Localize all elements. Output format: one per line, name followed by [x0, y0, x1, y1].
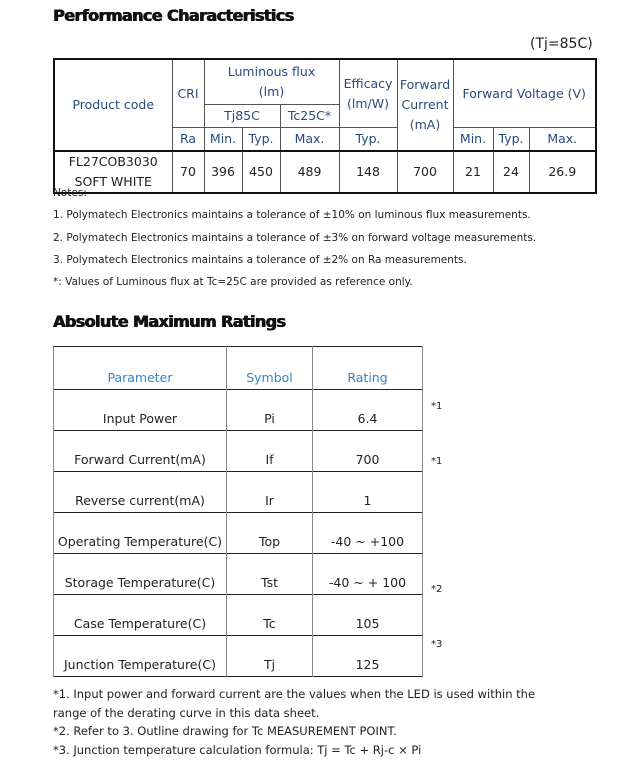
footnote-mark: *1 [431, 401, 443, 412]
cell-rating: 700 [313, 431, 423, 472]
header-cri: CRI [172, 59, 204, 128]
cell-parameter: Reverse current(mA) [54, 472, 227, 513]
note-item: 2. Polymatech Electronics maintains a tolerance of ±3% on forward voltage measurements. [53, 232, 537, 244]
cell-rating: 1 [313, 472, 423, 513]
header-ra: Ra [172, 128, 204, 152]
cell-symbol: Ir [227, 472, 313, 513]
header-vf-max: Max. [529, 128, 596, 152]
cell-efficacy: 148 [339, 151, 397, 193]
cell-symbol: Top [227, 513, 313, 554]
cell-symbol: If [227, 431, 313, 472]
note-item: 3. Polymatech Electronics maintains a tolerance of ±2% on Ra measurements. [53, 254, 467, 266]
absolute-max-table [53, 346, 423, 677]
footnote-2: *2. Refer to 3. Outline drawing for Tc MEASUREMENT POINT. [53, 724, 397, 738]
cell-rating: 125 [313, 636, 423, 677]
cell-flux-typ: 450 [242, 151, 280, 193]
cell-symbol: Pi [227, 390, 313, 431]
cell-rating: 105 [313, 595, 423, 636]
header-forward-voltage: Forward Voltage (V) [453, 59, 596, 128]
footnote-1b: range of the derating curve in this data sheet. [53, 706, 320, 720]
table-row [54, 636, 423, 677]
header-rating: Rating [313, 347, 423, 390]
footnote-1a: *1. Input power and forward current are the values when the LED is used within the [53, 687, 536, 701]
cell-parameter: Junction Temperature(C) [54, 636, 227, 677]
header-forward-current: Forward Current (mA) [397, 59, 453, 151]
header-vf-min: Min. [453, 128, 493, 152]
footnote-3: *3. Junction temperature calculation formula: Tj = Tc + Rj-c × Pi [53, 743, 422, 757]
cell-vf-max: 26.9 [529, 151, 596, 193]
cell-parameter: Storage Temperature(C) [54, 554, 227, 595]
header-symbol: Symbol [227, 347, 313, 390]
table-row [54, 472, 423, 513]
cell-parameter: Input Power [54, 390, 227, 431]
header-efficacy: Efficacy (lm/W) [339, 59, 397, 128]
table-row [54, 513, 423, 554]
header-flux-typ: Typ. [242, 128, 280, 152]
header-parameter: Parameter [54, 347, 227, 390]
header-flux-max: Max. [280, 128, 339, 152]
header-vf-typ: Typ. [493, 128, 529, 152]
cell-parameter: Operating Temperature(C) [54, 513, 227, 554]
cell-ra: 70 [172, 151, 204, 193]
note-item: 1. Polymatech Electronics maintains a tolerance of ±10% on luminous flux measurements. [53, 209, 531, 221]
cell-rating: 6.4 [313, 390, 423, 431]
cell-rating: -40 ~ +100 [313, 513, 423, 554]
table-row [54, 390, 423, 431]
cell-forward-current: 700 [397, 151, 453, 193]
header-flux-min: Min. [204, 128, 242, 152]
cell-flux-max: 489 [280, 151, 339, 193]
cell-symbol: Tst [227, 554, 313, 595]
condition-label: (Tj=85C) [530, 36, 593, 52]
performance-table [53, 58, 597, 194]
absolute-max-title: Absolute Maximum Ratings [53, 312, 286, 331]
cell-rating: -40 ~ + 100 [313, 554, 423, 595]
cell-vf-min: 21 [453, 151, 493, 193]
table-row [54, 595, 423, 636]
header-tc25c: Tc25C* [280, 105, 339, 128]
header-efficacy-typ: Typ. [339, 128, 397, 152]
cell-symbol: Tc [227, 595, 313, 636]
notes-heading: Notes: [53, 187, 87, 199]
footnote-mark: *3 [431, 639, 443, 650]
table-row [54, 151, 596, 193]
table-row [54, 431, 423, 472]
note-item: *: Values of Luminous flux at Tc=25C are provided as reference only. [53, 276, 413, 288]
cell-vf-typ: 24 [493, 151, 529, 193]
cell-product-code: FL27COB3030 SOFT WHITE [54, 151, 172, 193]
table-row [54, 554, 423, 595]
header-product-code: Product code [54, 59, 172, 151]
header-tj85c: Tj85C [204, 105, 280, 128]
cell-parameter: Forward Current(mA) [54, 431, 227, 472]
header-luminous-flux: Luminous flux (lm) [204, 59, 339, 105]
footnote-mark: *2 [431, 584, 443, 595]
performance-title: Performance Characteristics [53, 6, 294, 25]
cell-parameter: Case Temperature(C) [54, 595, 227, 636]
footnote-mark: *1 [431, 456, 443, 467]
cell-symbol: Tj [227, 636, 313, 677]
cell-flux-min: 396 [204, 151, 242, 193]
